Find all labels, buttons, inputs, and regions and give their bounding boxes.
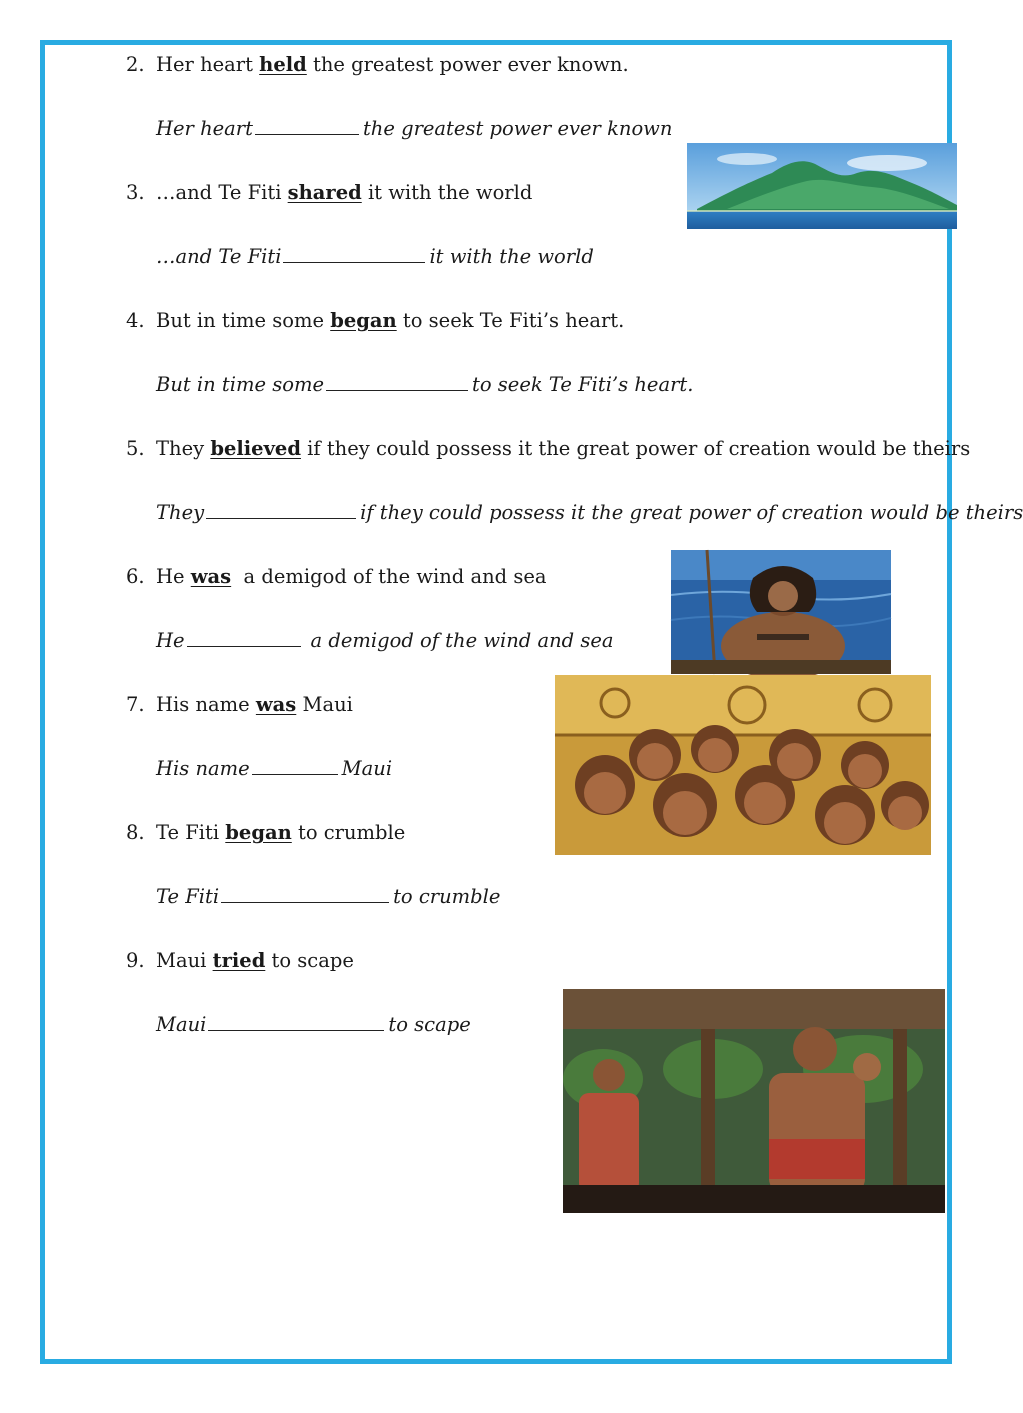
gap-sentence: …and Te Fiti it with the world <box>156 245 594 268</box>
target-verb: believed <box>210 437 301 460</box>
gap-sentence: Her heart the greatest power ever known <box>156 117 673 140</box>
gap-sentence: He a demigod of the wind and sea <box>156 629 614 652</box>
target-verb: was <box>190 565 232 588</box>
maui-image <box>671 550 891 674</box>
item-number: 3. <box>126 181 145 204</box>
answer-blank[interactable] <box>326 374 468 391</box>
target-verb: began <box>225 821 292 844</box>
answer-blank[interactable] <box>221 886 389 903</box>
original-sentence: …and Te Fiti shared it with the world <box>156 181 533 204</box>
target-verb: was <box>255 693 297 716</box>
worksheet-border <box>40 40 1023 1364</box>
item-number: 2. <box>126 53 145 76</box>
item-number: 6. <box>126 565 145 588</box>
answer-blank[interactable] <box>206 502 356 519</box>
gap-sentence: Te Fiti to crumble <box>156 885 501 908</box>
target-verb: tried <box>212 949 266 972</box>
children-image <box>555 675 931 855</box>
original-sentence: Maui tried to scape <box>156 949 354 972</box>
gap-sentence: His name Maui <box>156 757 393 780</box>
original-sentence: Her heart held the greatest power ever known. <box>156 53 629 76</box>
original-sentence: They believed if they could possess it the great power of creation would be theirs <box>156 437 971 460</box>
item-number: 5. <box>126 437 145 460</box>
original-sentence: Te Fiti began to crumble <box>156 821 406 844</box>
gap-sentence: But in time some to seek Te Fiti’s heart. <box>156 373 694 396</box>
item-number: 9. <box>126 949 145 972</box>
gap-sentence: They if they could possess it the great power of creation would be theirs <box>156 501 1023 524</box>
target-verb: shared <box>287 181 362 204</box>
original-sentence: His name was Maui <box>156 693 353 716</box>
answer-blank[interactable] <box>187 630 301 647</box>
gap-sentence: Maui to scape <box>156 1013 471 1036</box>
item-number: 8. <box>126 821 145 844</box>
answer-blank[interactable] <box>255 118 359 135</box>
answer-blank[interactable] <box>283 246 425 263</box>
original-sentence: He was a demigod of the wind and sea <box>156 565 547 588</box>
target-verb: held <box>259 53 307 76</box>
answer-blank[interactable] <box>208 1014 384 1031</box>
original-sentence: But in time some began to seek Te Fiti’s heart. <box>156 309 625 332</box>
answer-blank[interactable] <box>252 758 338 775</box>
target-verb: began <box>330 309 397 332</box>
item-number: 7. <box>126 693 145 716</box>
chief-image <box>563 989 945 1213</box>
item-number: 4. <box>126 309 145 332</box>
island-image <box>687 143 957 229</box>
